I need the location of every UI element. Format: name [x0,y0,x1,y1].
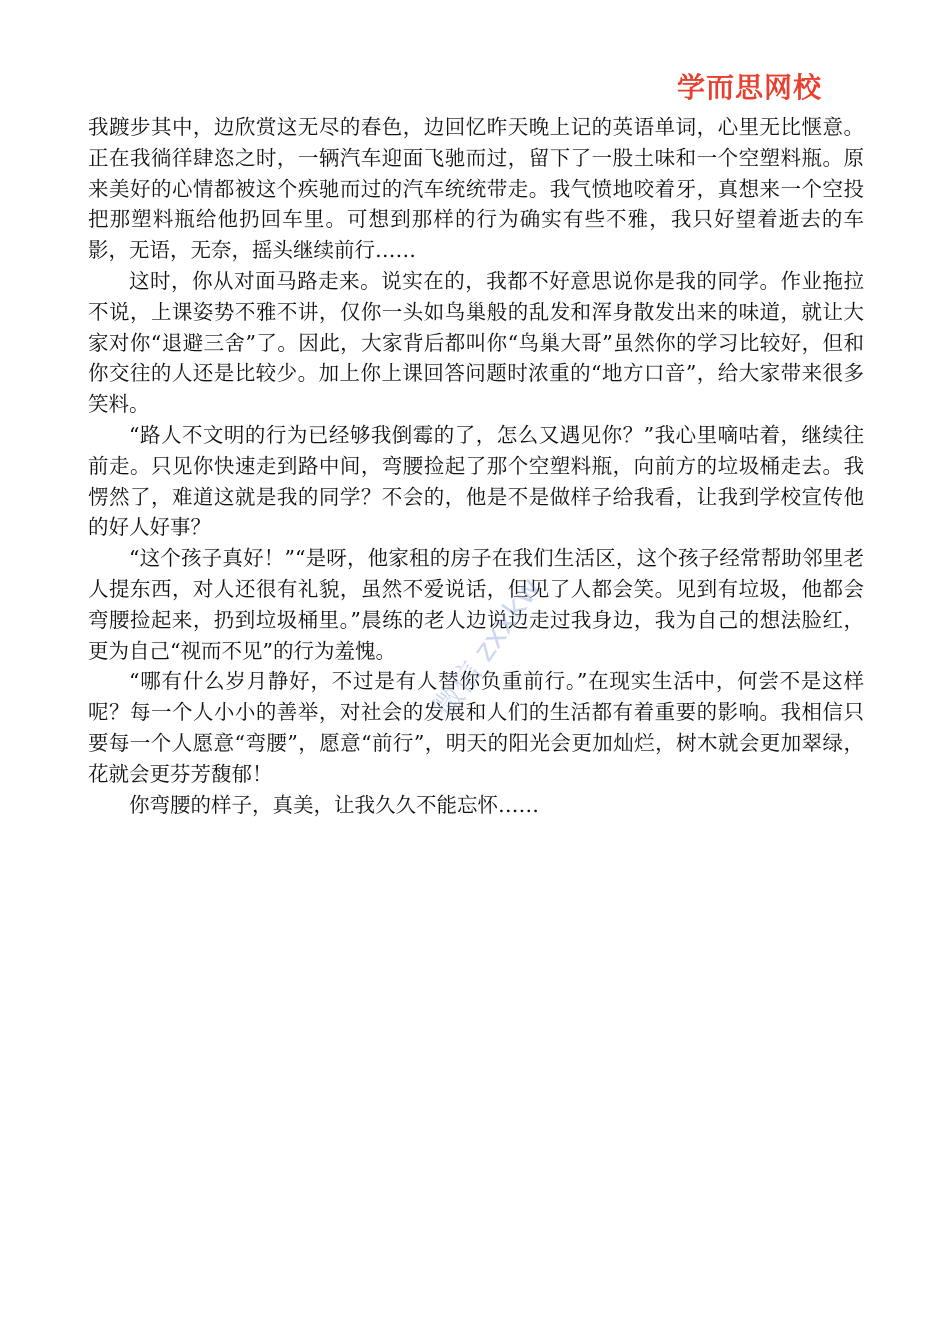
paragraph-5: “哪有什么岁月静好，不过是有人替你负重前行。”在现实生活中，何尝不是这样呢？每一个人小小的善举，对社会的发展和人们的生活都有着重要的影响。我相信只要每一个人愿意“弯腰”，愿意“前行”，明天的阳光会更加灿烂，树木就会更加翠绿，花就会更芬芳馥郁！ [88,669,864,786]
watermark: 微信 zxxkw [426,571,549,725]
paragraph-4: “这个孩子真好！”“是呀，他家租的房子在我们生活区，这个孩子经常帮助邻里老人提东西，对人还很有礼貌，虽然不爱说话，但见了人都会笑。见到有垃圾，他都会弯腰捡起来，扔到垃圾桶里。”晨练的老人边说边走过我身边，我为自己的想法脸红，更为自己“视而不见”的行为羞愧。 [88,546,864,663]
paragraph-2: 这时，你从对面马路走来。说实在的，我都不好意思说你是我的同学。作业拖拉不说，上课姿势不雅不讲，仅你一头如鸟巢般的乱发和浑身散发出来的味道，就让大家对你“退避三舍”了。因此，大家背后都叫你“鸟巢大哥”虽然你的学习比较好，但和你交往的人还是比较少。加上你上课回答问题时浓重的“地方口音”，给大家带来很多笑料。 [88,268,864,417]
paragraph-3: “路人不文明的行为已经够我倒霉的了，怎么又遇见你？”我心里嘀咕着，继续往前走。只见你快速走到路中间，弯腰捡起了那个空塑料瓶，向前方的垃圾桶走去。我愣然了，难道这就是我的同学？不会的，他是不是做样子给我看，让我到学校宣传他的好人好事？ [88,422,864,540]
paragraph-1: 我踱步其中，边欣赏这无尽的春色，边回忆昨天晚上记的英语单词，心里无比惬意。正在我徜徉肆恣之时，一辆汽车迎面飞驰而过，留下了一股土味和一个空塑料瓶。原来美好的心情都被这个疾驰而过的汽车统统带走。我气愤地咬着牙，真想来一个空投把那塑料瓶给他扔回车里。可想到那样的行为确实有些不雅，我只好望着逝去的车影，无语，无奈，摇头继续前行…… [88,115,864,263]
brand-logo: 学而思网校 [676,71,822,104]
article-body [88,112,864,820]
paragraph-6: 你弯腰的样子，真美，让我久久不能忘怀…… [129,792,539,817]
